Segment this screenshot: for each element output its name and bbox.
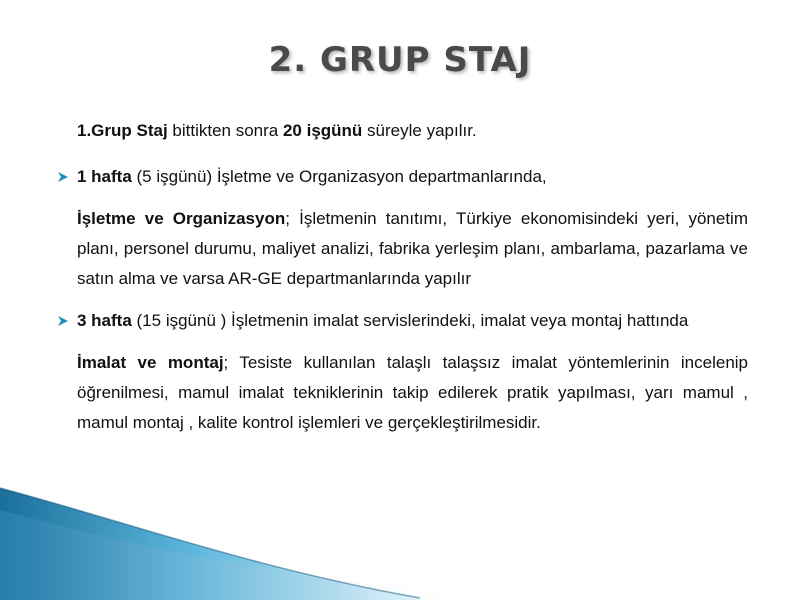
detail-1-bold: İşletme ve Organizasyon: [77, 209, 286, 228]
detail-2-text: ; Tesiste kullanılan talaşlı talaşsız imalat yöntemlerinin incelenip öğrenilmesi, mamul imalat tekniklerinin takip edilerek pratik yapılması, yarı mamul , mamul montaj , kalite kontrol işlemleri ve gerçekleştirilmesidir.: [77, 353, 748, 432]
bullet-item-2: [77, 306, 748, 336]
intro-bold-2: 20 işgünü: [282, 121, 363, 140]
bullet-1-text: (5 işgünü) İşletme ve Organizasyon departmanlarında,: [131, 167, 547, 186]
detail-2-bold: İmalat ve montaj: [77, 353, 224, 372]
slide-title: 2. GRUP STAJ: [268, 40, 532, 80]
arrow-bullet-icon: [57, 162, 71, 192]
intro-text-1: bittikten sonra: [167, 121, 283, 140]
bullet-item-1: [77, 162, 748, 192]
arrow-bullet-icon: [57, 306, 71, 336]
intro-bold-1: 1.Grup Staj: [77, 121, 168, 140]
intro-paragraph: [77, 116, 748, 146]
bullet-2-text: (15 işgünü ) İşletmenin imalat servislerindeki, imalat veya montaj hattında: [131, 311, 689, 330]
slide-content: [58, 116, 748, 450]
detail-paragraph-2: [77, 348, 748, 438]
detail-1-text: ; İşletmenin tanıtımı, Türkiye ekonomisindeki yeri, yönetim planı, personel durumu, maliyet analizi, fabrika yerleşim planı, ambarlama, pazarlama ve satın alma ve varsa AR-GE departmanlarında yapılır: [77, 209, 748, 288]
decorative-wave: [0, 480, 800, 600]
bullet-2-bold: 3 hafta: [77, 311, 132, 330]
intro-text-2: süreyle yapılır.: [362, 121, 477, 140]
bullet-1-bold: 1 hafta: [77, 167, 132, 186]
detail-paragraph-1: [77, 204, 748, 294]
